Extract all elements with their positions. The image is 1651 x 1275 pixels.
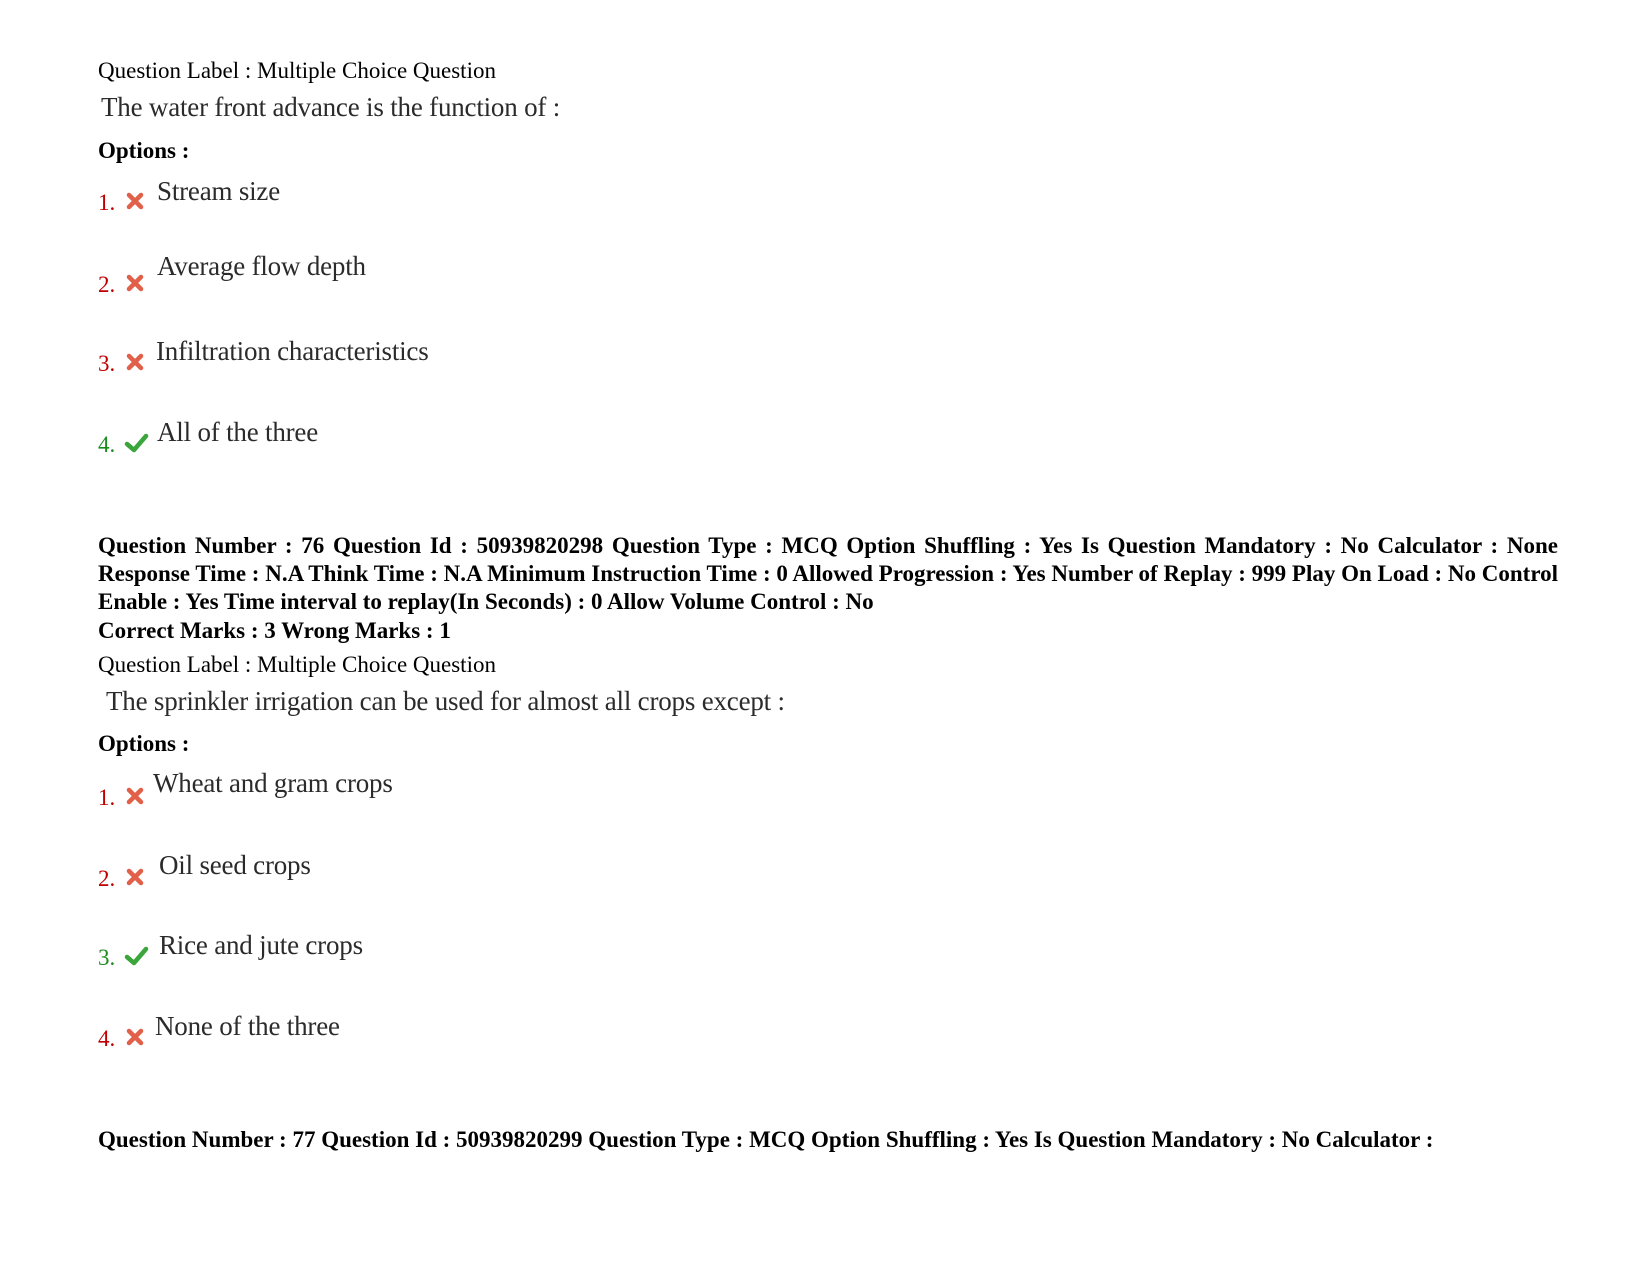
- option-text: Rice and jute crops: [159, 930, 363, 960]
- option-number: 2.: [98, 866, 116, 891]
- option-number: 3.: [98, 945, 116, 970]
- question-label: Question Label : Multiple Choice Question: [98, 652, 496, 677]
- option-text: All of the three: [157, 417, 318, 447]
- option-number: 1.: [98, 190, 116, 215]
- cross-icon: [124, 866, 146, 888]
- option-number: 2.: [98, 272, 116, 297]
- question-marks: Correct Marks : 3 Wrong Marks : 1: [98, 618, 451, 643]
- cross-icon: [124, 1026, 146, 1048]
- options-heading: Options :: [98, 138, 190, 163]
- question-stem: The water front advance is the function of :: [101, 92, 561, 122]
- option-text: Stream size: [157, 176, 281, 206]
- option-number: 4.: [98, 1026, 116, 1051]
- options-heading: Options :: [98, 731, 190, 756]
- question-meta: Question Number : 77 Question Id : 50939820299 Question Type : MCQ Option Shuffling : Yes Is Question Mandatory : No Calculator :: [98, 1127, 1434, 1152]
- question-stem: The sprinkler irrigation can be used for almost all crops except :: [106, 686, 785, 716]
- option-text: Wheat and gram crops: [153, 768, 393, 798]
- option-text: Average flow depth: [157, 251, 366, 281]
- check-icon: [124, 432, 149, 454]
- cross-icon: [124, 272, 146, 294]
- cross-icon: [124, 190, 146, 212]
- cross-icon: [124, 351, 146, 373]
- option-number: 1.: [98, 785, 116, 810]
- cross-icon: [124, 785, 146, 807]
- option-number: 3.: [98, 351, 116, 376]
- check-icon: [124, 945, 149, 967]
- option-text: None of the three: [155, 1011, 340, 1041]
- question-meta: Question Number : 76 Question Id : 50939820298 Question Type : MCQ Option Shuffling : Yes Is Question Mandatory : No Calculator : None Response Time : N.A Think Time : N.A Minimum Instruction Time : 0 Allowed Progression : Yes Number of Replay : 999 Play On Load : No Control Enable : Yes Time interval to replay(In Seconds) : 0 Allow Volume Control : No: [98, 533, 1558, 614]
- option-number: 4.: [98, 432, 116, 457]
- question-label: Question Label : Multiple Choice Question: [98, 58, 496, 83]
- option-text: Infiltration characteristics: [156, 336, 429, 366]
- option-text: Oil seed crops: [159, 850, 311, 880]
